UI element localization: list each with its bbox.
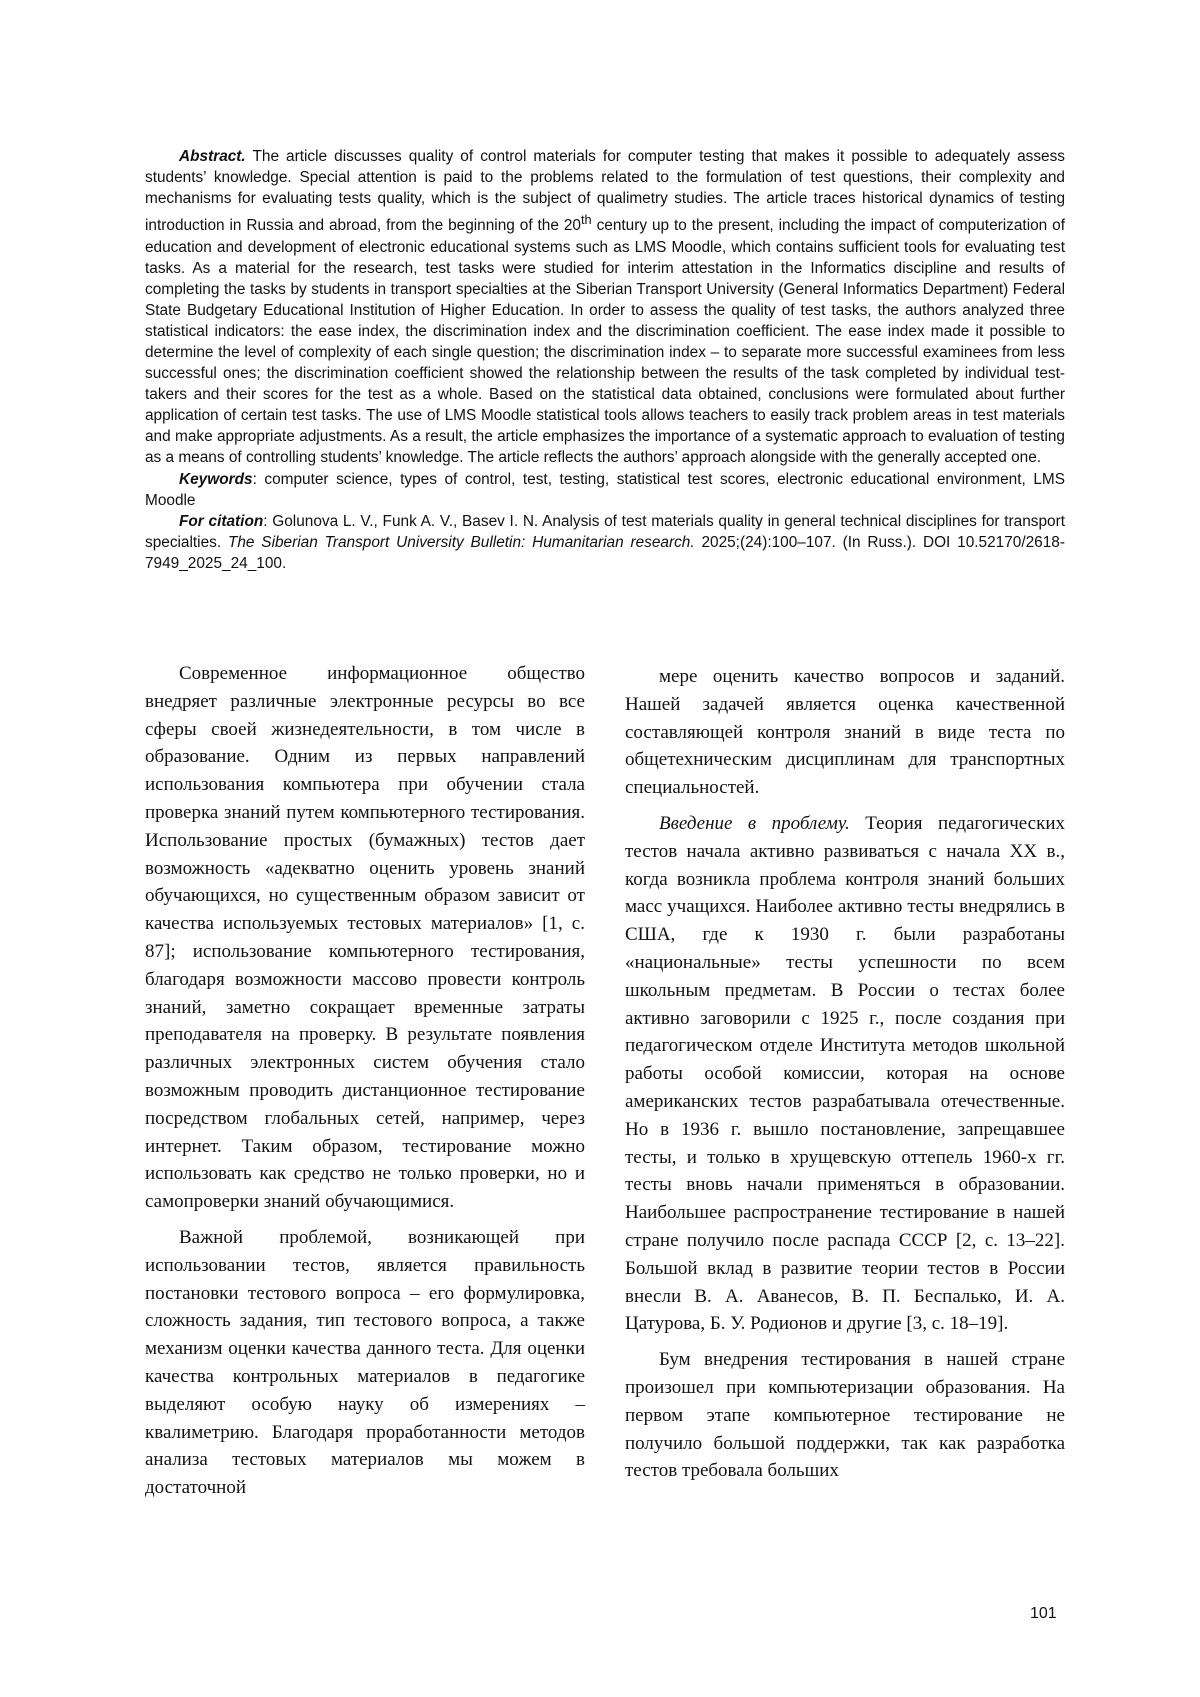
abstract-superscript: th bbox=[581, 212, 592, 227]
abstract-label: Abstract. bbox=[179, 148, 246, 165]
right-paragraph-2 bbox=[625, 810, 1065, 1338]
citation-journal: The Siberian Transport University Bulletin: Humanitarian research. bbox=[228, 534, 695, 551]
abstract-block bbox=[145, 146, 1065, 574]
abstract-text-continued: century up to the present, including the impact of computerization of education and development of electronic educational systems such as LMS Moodle, which contains sufficient tools for evaluating test tasks. As a material for the research, test tasks were studied for interim attestation in the Informatics discipline and results of completing the tasks by students in transport specialties at the Siberian Transport University (General Informatics Department) Federal State Budgetary Educational Institution of Higher Education. In order to assess the quality of test tasks, the authors analyzed three statistical indicators: the ease index, the discrimination index and the discrimination coefficient. The ease index made it possible to determine the level of complexity of each single question; the discrimination index – to separate more successful examinees from less successful ones; the discrimination coefficient showed the relationship between the results of the task completed by individual test-takers and their scores for the test as a whole. Based on the statistical data obtained, conclusions were formulated about further application of certain test tasks. The use of LMS Moodle statistical tools allows teachers to easily track problem areas in test materials and make appropriate adjustments. As a result, the article emphasizes the importance of a systematic approach to evaluation of testing as a means of controlling students’ knowledge. The article reflects the authors’ approach alongside with the generally accepted one. bbox=[145, 217, 1065, 466]
keywords-label: Keywords bbox=[179, 471, 253, 488]
citation-text-end: 2025;(24):100–107. (In Russ.). DOI 10.52170/2618-7949_2025_24_100. bbox=[145, 534, 1065, 572]
right-paragraph-2-text: Теория педагогических тестов начала активно развиваться с начала XX в., когда возникла проблема контроля знаний больших масс учащихся. Наиболее активно тесты внедрялись в США, где к 1930 г. были разработаны «национальные» тесты успешности по всем школьным предметам. В России о тестах более активно заговорили с 1925 г., после создания при педагогическом отделе Института методов школьной работы особой комиссии, которая на основе американских тестов разрабатывала отечественные. Но в 1936 г. вышло постановление, запрещавшее тесты, и только в хрущевскую оттепель 1960-х гг. тесты вновь начали применяться в образовании. Наибольшее распространение тестирование в нашей стране получило после распада СССР [2, с. 13–22]. Большой вклад в развитие теории тестов в России внесли В. А. Аванесов, В. П. Беспалько, И. А. Цатурова, Б. У. Родионов и другие [3, с. 18–19]. bbox=[625, 813, 1065, 1334]
citation-label: For citation bbox=[179, 513, 263, 530]
section-lead-in: Введение в проблему. bbox=[659, 813, 850, 834]
abstract-paragraph bbox=[145, 146, 1065, 469]
right-paragraph-1: мере оценить качество вопросов и заданий. Нашей задачей является оценка качественной составляющей контроля знаний в виде теста по общетехническим дисциплинам для транспортных специальностей. bbox=[625, 663, 1065, 802]
left-paragraph-2: Важной проблемой, возникающей при использовании тестов, является правильность постановки тестового вопроса – его формулировка, сложность задания, тип тестового вопроса, а также механизм оценки качества данного теста. Для оценки качества контрольных материалов в педагогике выделяют особую науку об измерениях – квалиметрию. Благодаря проработанности методов анализа тестовых материалов мы можем в достаточной bbox=[145, 1224, 585, 1502]
right-column bbox=[625, 663, 1065, 1493]
page-number: 101 bbox=[1030, 1605, 1057, 1623]
keywords-text: : computer science, types of control, test, testing, statistical test scores, electronic educational environment, LMS Moodle bbox=[145, 471, 1065, 509]
left-paragraph-1: Современное информационное общество внедряет различные электронные ресурсы во все сферы своей жизнедеятельности, в том числе в образование. Одним из первых направлений использования компьютера при обучении стала проверка знаний путем компьютерного тестирования. Использование простых (бумажных) тестов дает возможность «адекватно оценить уровень знаний обучающихся, но существенным образом зависит от качества используемых тестовых материалов» [1, с. 87]; использование компьютерного тестирования, благодаря возможности массово провести контроль знаний, заметно сокращает временные затраты преподавателя на проверку. В результате появления различных электронных систем обучения стало возможным проводить дистанционное тестирование посредством глобальных сетей, например, через интернет. Таким образом, тестирование можно использовать как средство не только проверки, но и самопроверки знаний обучающимися. bbox=[145, 660, 585, 1216]
right-paragraph-3: Бум внедрения тестирования в нашей стране произошел при компьютеризации образования. На первом этапе компьютерное тестирование не получило большой поддержки, так как разработка тестов требовала больших bbox=[625, 1346, 1065, 1485]
left-column bbox=[145, 660, 585, 1510]
journal-page bbox=[0, 0, 1200, 1697]
citation-text: : Golunova L. V., Funk A. V., Basev I. N. Analysis of test materials quality in general technical disciplines for transport specialties. bbox=[145, 513, 1065, 551]
keywords-paragraph bbox=[145, 469, 1065, 511]
citation-paragraph bbox=[145, 511, 1065, 574]
abstract-text: The article discusses quality of control materials for computer testing that makes it possible to adequately assess students’ knowledge. Special attention is paid to the problems related to the formulation of test questions, their complexity and mechanisms for evaluating tests quality, which is the subject of qualimetry studies. The article traces historical dynamics of testing introduction in Russia and abroad, from the beginning of the 20 bbox=[145, 148, 1065, 234]
